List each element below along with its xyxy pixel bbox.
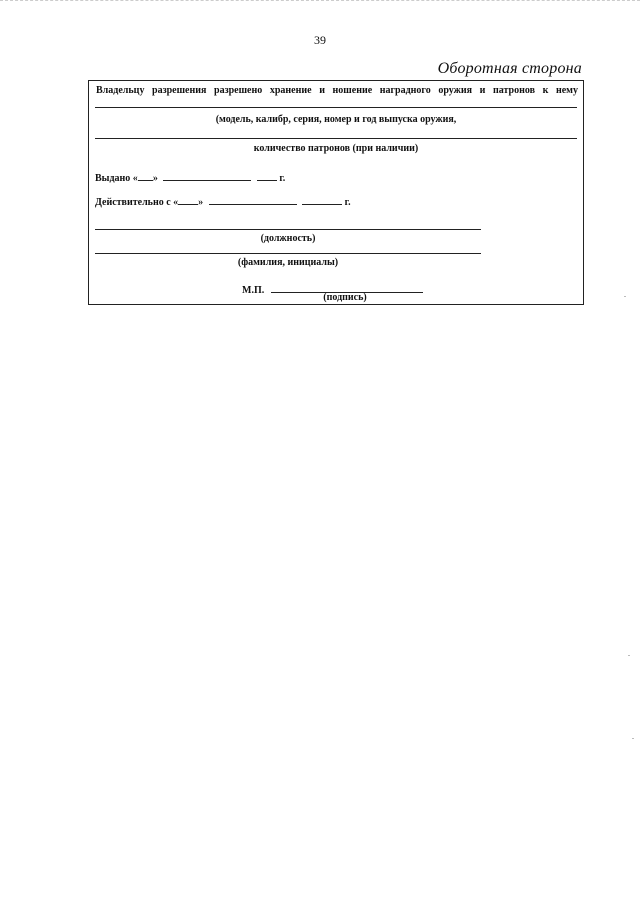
- position-caption: (должность): [260, 233, 316, 244]
- scan-top-edge: [0, 0, 640, 1]
- intro-word: к: [542, 85, 549, 96]
- valid-month-blank: [209, 195, 297, 205]
- issued-quote-close: »: [152, 173, 158, 184]
- intro-word: патронов: [493, 85, 536, 96]
- intro-word: разрешено: [214, 85, 263, 96]
- issued-day-blank: [138, 171, 153, 181]
- permit-form-box: [88, 80, 584, 305]
- valid-day-blank: [178, 195, 198, 205]
- intro-word: ношение: [332, 85, 373, 96]
- issued-year-blank: [257, 171, 277, 181]
- valid-from-row: [95, 195, 351, 208]
- intro-word: и: [479, 85, 486, 96]
- ammo-caption: количество патронов (при наличии): [253, 143, 419, 154]
- valid-from-label: Действительно с «: [95, 197, 179, 208]
- intro-word: разрешения: [152, 85, 207, 96]
- issued-row: [95, 171, 285, 184]
- intro-word: и: [319, 85, 325, 96]
- valid-year-suffix: г.: [344, 197, 351, 208]
- scan-speck: [624, 296, 626, 297]
- intro-word: нему: [555, 85, 578, 96]
- intro-line: [96, 85, 578, 96]
- name-line: [95, 253, 481, 254]
- intro-word: хранение: [269, 85, 312, 96]
- position-line: [95, 229, 481, 230]
- weapon-caption: (модель, калибр, серия, номер и год выпуска оружия,: [215, 114, 457, 125]
- intro-word: Владельцу: [96, 85, 145, 96]
- stamp-label: М.П.: [242, 285, 265, 296]
- weapon-details-line: [95, 107, 577, 108]
- page-number: 39: [314, 33, 326, 47]
- intro-word: наградного: [379, 85, 431, 96]
- side-title: Оборотная сторона: [437, 60, 582, 77]
- scan-speck: [632, 738, 634, 739]
- issued-month-blank: [163, 171, 251, 181]
- name-caption: (фамилия, инициалы): [237, 257, 339, 268]
- ammo-count-line: [95, 138, 577, 139]
- valid-quote-close: »: [198, 197, 204, 208]
- intro-word: оружия: [438, 85, 473, 96]
- issued-label: Выдано «: [95, 173, 138, 184]
- valid-year-blank: [302, 195, 342, 205]
- scan-speck: [628, 655, 630, 656]
- issued-year-suffix: г.: [279, 173, 286, 184]
- signature-caption: (подпись): [323, 292, 367, 303]
